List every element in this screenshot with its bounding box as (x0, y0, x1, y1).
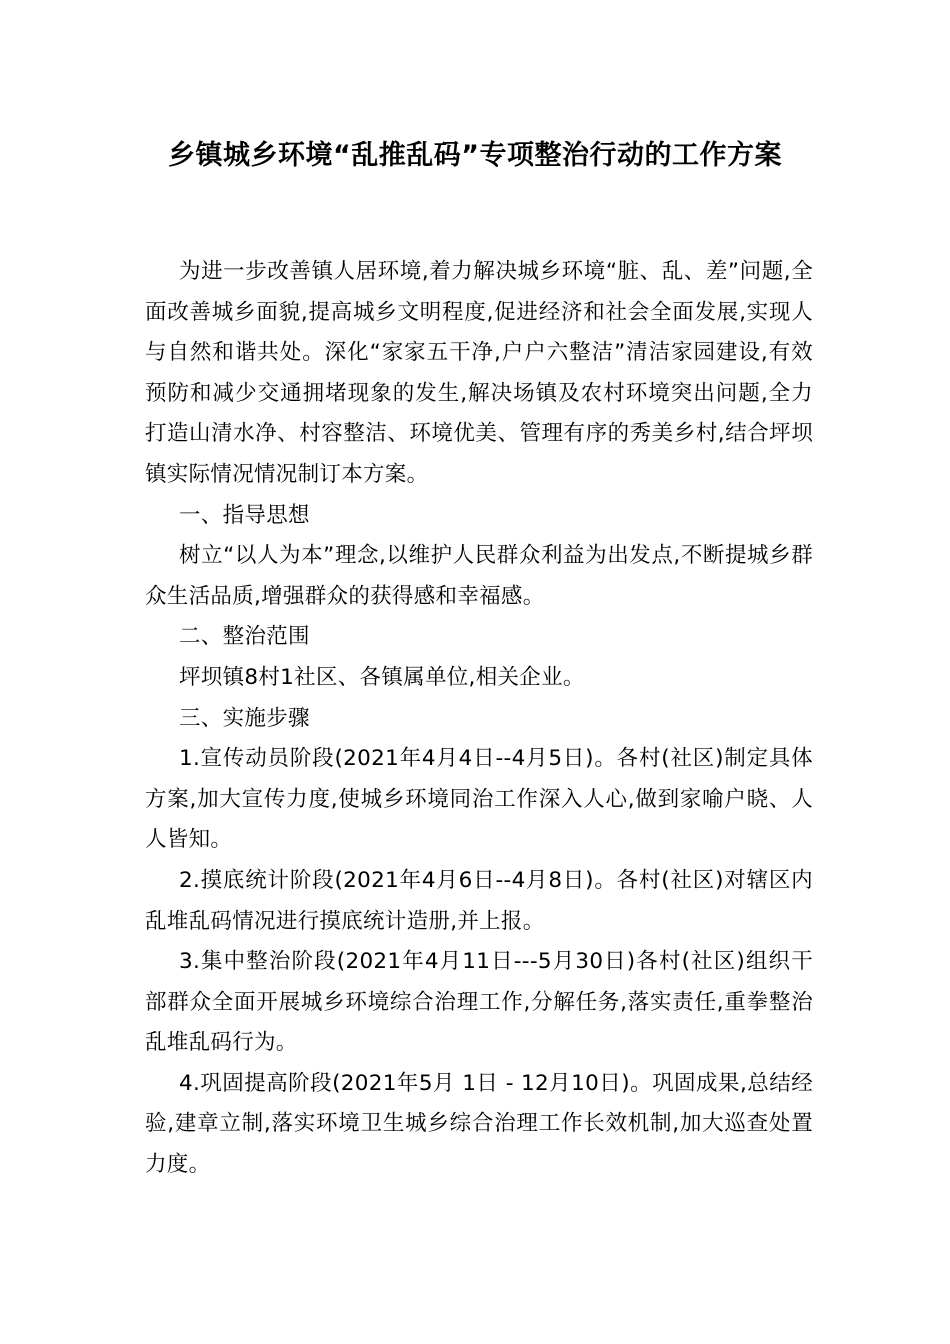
intro-paragraph: 为进一步改善镇人居环境,着力解决城乡环境“脏、乱、差”问题,全面改善城乡面貌,提高城乡文明程度,促进经济和社会全面发展,实现人与自然和谐共处。深化“家家五干净,户户六整洁”清洁家园建设,有效预防和减少交通拥堵现象的发生,解决场镇及农村环境突出问题,全力打造山清水净、村容整洁、环境优美、管理有序的秀美乡村,结合坪坝镇实际情况情况制订本方案。 (145, 259, 813, 487)
document-body (145, 252, 813, 1186)
step-3-paragraph: 3.集中整治阶段(2021年4月11日---5月30日)各村(社区)组织干部群众全面开展城乡环境综合治理工作,分解任务,落实责任,重拳整治乱堆乱码行为。 (145, 949, 813, 1056)
step-2-paragraph: 2.摸底统计阶段(2021年4月6日--4月8日)。各村(社区)对辖区内乱堆乱码情况进行摸底统计造册,并上报。 (145, 867, 813, 934)
step-4-paragraph: 4.巩固提高阶段(2021年5月 1日 - 12月10日)。巩固成果,总结经验,建章立制,落实环境卫生城乡综合治理工作长效机制,加大巡查处置力度。 (145, 1070, 813, 1178)
section-heading-guiding-ideology: 一、指导思想 (179, 502, 310, 528)
guiding-ideology-paragraph: 树立“以人为本”理念,以维护人民群众利益为出发点,不断提城乡群众生活品质,增强群众的获得感和幸福感。 (145, 543, 813, 609)
section-heading-steps: 三、实施步骤 (179, 705, 310, 731)
section-heading-scope: 二、整治范围 (179, 624, 310, 650)
scope-paragraph: 坪坝镇8村1社区、各镇属单位,相关企业。 (179, 664, 585, 690)
step-1-paragraph: 1.宣传动员阶段(2021年4月4日--4月5日)。各村(社区)制定具体方案,加大宣传力度,使城乡环境同治工作深入人心,做到家喻户晓、人人皆知。 (145, 746, 813, 853)
document-title: 乡镇城乡环境“乱推乱码”专项整治行动的工作方案 (168, 140, 782, 171)
